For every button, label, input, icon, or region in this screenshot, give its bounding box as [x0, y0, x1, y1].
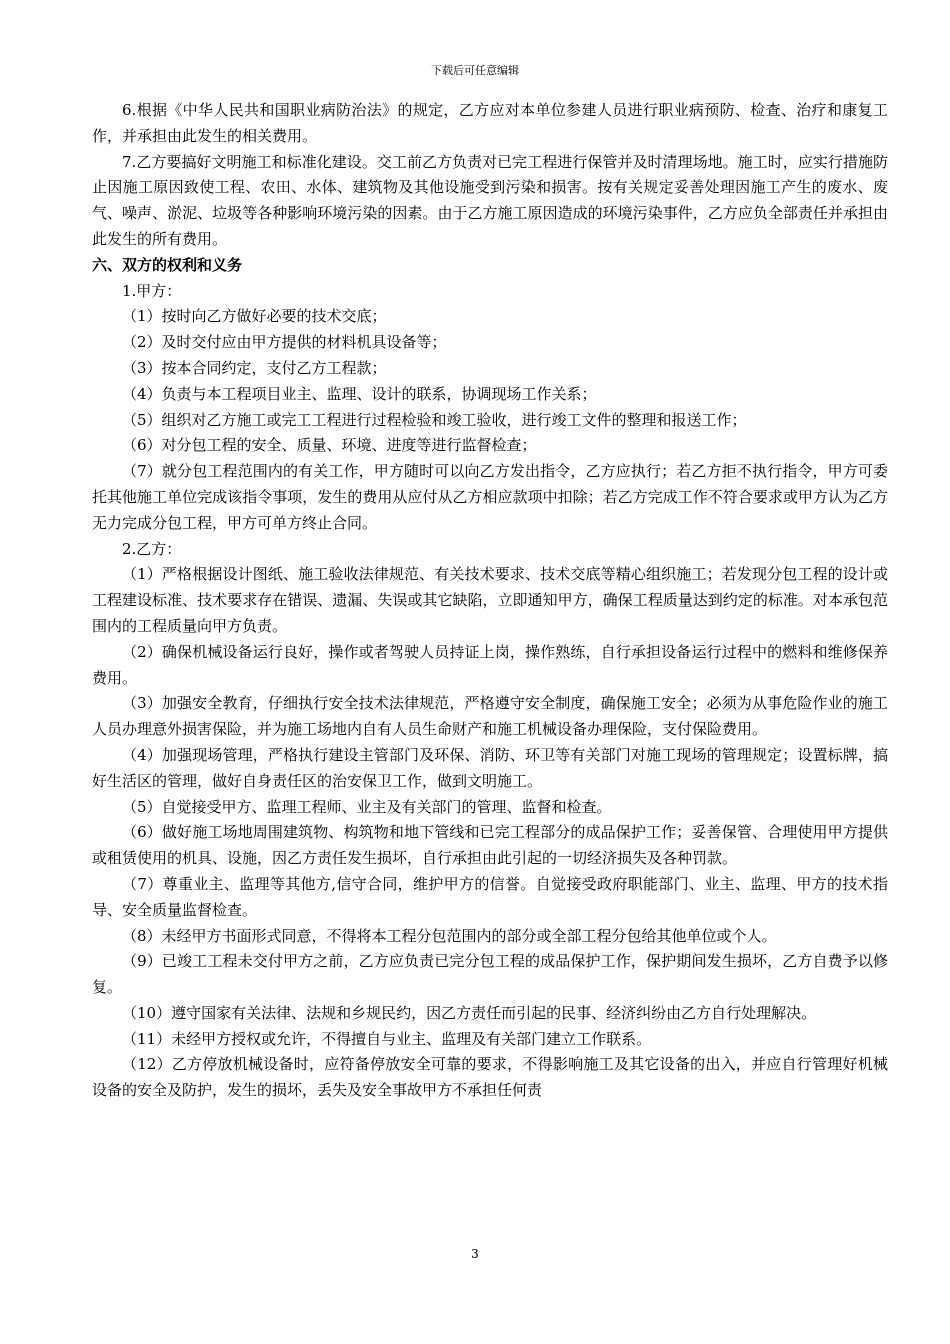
paragraph: （7）尊重业主、监理等其他方,信守合同，维护甲方的信誉。自觉接受政府职能部门、业主、监理、甲方的技术指导、安全质量监督检查。	[92, 874, 888, 919]
paragraph: （5）组织对乙方施工或完工工程进行过程检验和竣工验收，进行竣工文件的整理和报送工作；	[122, 410, 747, 429]
paragraph: （8）未经甲方书面形式同意，不得将本工程分包范围内的部分或全部工程分包给其他单位或个人。	[122, 926, 777, 945]
paragraph: （9）已竣工工程未交付甲方之前，乙方应负责已完分包工程的成品保护工作，保护期间发生损坏，乙方自费予以修复。	[92, 952, 888, 997]
paragraph: （10）遵守国家有关法律、法规和乡规民约，因乙方责任而引起的民事、经济纠纷由乙方自行处理解决。	[122, 1003, 817, 1022]
paragraph: （4）负责与本工程项目业主、监理、设计的联系，协调现场工作关系；	[122, 384, 597, 403]
paragraph: 1.甲方：	[122, 281, 182, 300]
paragraph: 6.根据《中华人民共和国职业病防治法》的规定，乙方应对本单位参建人员进行职业病预防、检查、治疗和康复工作，并承担由此发生的相关费用。	[92, 101, 888, 145]
document-body	[92, 98, 888, 1104]
page-header: 下载后可任意编辑	[431, 64, 519, 77]
paragraph: （6）做好施工场地周围建筑物、构筑物和地下管线和已完工程部分的成品保护工作；妥善保管、合理使用甲方提供或租赁使用的机具、设施，因乙方责任发生损坏，自行承担由此引起的一切经济损失及各种罚款。	[92, 823, 888, 868]
paragraph: （7）就分包工程范围内的有关工作，甲方随时可以向乙方发出指令，乙方应执行；若乙方拒不执行指令，甲方可委托其他施工单位完成该指令事项，发生的费用从应付从乙方相应款项中扣除；若乙方完成工作不符合要求或甲方认为乙方无力完成分包工程，甲方可单方终止合同。	[92, 462, 888, 532]
paragraph: （1）严格根据设计图纸、施工验收法律规范、有关技术要求、技术交底等精心组织施工；若发现分包工程的设计或工程建设标准、技术要求存在错误、遗漏、失误或其它缺陷，立即通知甲方，确保工程质量达到约定的标准。对本承包范围内的工程质量向甲方负责。	[92, 565, 888, 635]
paragraph: （11）未经甲方授权或允许，不得擅自与业主、监理及有关部门建立工作联系。	[122, 1029, 652, 1048]
paragraph: 7.乙方要搞好文明施工和标准化建设。交工前乙方负责对已完工程进行保管并及时清理场地。施工时，应实行措施防止因施工原因致使工程、农田、水体、建筑物及其他设施受到污染和损害。按有关规定妥善处理因施工产生的废水、废气、噪声、淤泥、垃圾等各种影响环境污染的因素。由于乙方施工原因造成的环境污染事件，乙方应负全部责任并承担由此发生的所有费用。	[92, 152, 888, 248]
paragraph: （12）乙方停放机械设备时，应符备停放安全可靠的要求，不得影响施工及其它设备的出入，并应自行管理好机械设备的安全及防护，发生的损坏，丢失及安全事故甲方不承担任何责	[92, 1055, 888, 1100]
paragraph: （1）按时向乙方做好必要的技术交底；	[122, 307, 387, 326]
paragraph: （5）自觉接受甲方、监理工程师、业主及有关部门的管理、监督和检查。	[122, 797, 612, 816]
section-heading: 六、双方的权利和义务	[92, 255, 243, 274]
paragraph: 2.乙方：	[122, 539, 182, 558]
paragraph: （3）加强安全教育，仔细执行安全技术法律规范，严格遵守安全制度，确保施工安全；必须为从事危险作业的施工人员办理意外损害保险，并为施工场地内自有人员生命财产和施工机械设备办理保险，支付保险费用。	[92, 694, 888, 739]
paragraph: （2）及时交付应由甲方提供的材料机具设备等；	[122, 333, 447, 352]
page-number: 3	[471, 1247, 479, 1261]
paragraph: （3）按本合同约定，支付乙方工程款；	[122, 358, 387, 377]
paragraph: （6）对分包工程的安全、质量、环境、进度等进行监督检查；	[122, 436, 537, 455]
paragraph: （4）加强现场管理，严格执行建设主管部门及环保、消防、环卫等有关部门对施工现场的管理规定；设置标牌，搞好生活区的管理，做好自身责任区的治安保卫工作，做到文明施工。	[92, 745, 888, 790]
paragraph: （2）确保机械设备运行良好，操作或者驾驶人员持证上岗，操作熟练，自行承担设备运行过程中的燃料和维修保养费用。	[92, 642, 888, 687]
